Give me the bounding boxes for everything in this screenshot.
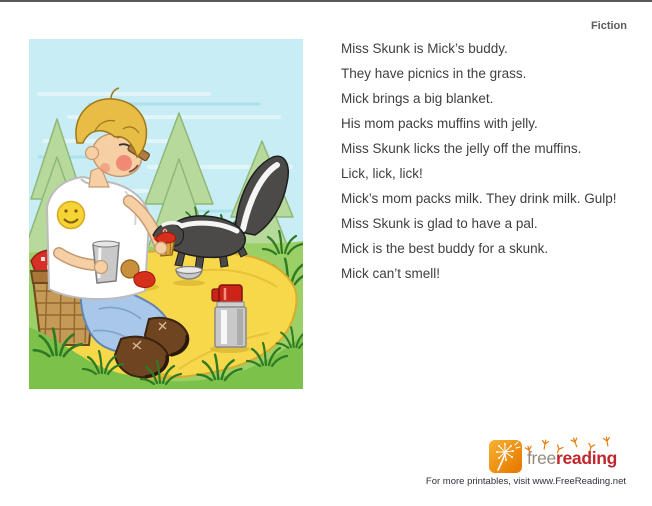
story-line: Mick is the best buddy for a skunk. bbox=[341, 241, 549, 256]
picnic-illustration bbox=[29, 39, 303, 389]
story-line: Mick’s mom packs milk. They drink milk. Gulp! bbox=[341, 191, 617, 206]
smiley-face bbox=[58, 202, 85, 229]
logo-text-free: free bbox=[527, 448, 556, 468]
story-line: Miss Skunk licks the jelly off the muffins. bbox=[341, 141, 582, 156]
category-label: Fiction bbox=[590, 20, 627, 32]
thermos bbox=[212, 285, 246, 347]
logo-text-reading: reading bbox=[555, 448, 618, 468]
top-border bbox=[0, 0, 652, 2]
story-text bbox=[341, 36, 641, 286]
story-line: Lick, lick, lick! bbox=[341, 166, 423, 181]
story-line: Miss Skunk is Mick’s buddy. bbox=[341, 41, 508, 56]
story-line: They have picnics in the grass. bbox=[341, 66, 527, 81]
metal-bowl bbox=[176, 267, 202, 280]
story-line: His mom packs muffins with jelly. bbox=[341, 116, 538, 131]
dandelion-icon bbox=[489, 440, 522, 473]
freereading-wordmark bbox=[527, 448, 617, 469]
jelly-muffin-held bbox=[155, 232, 176, 256]
story-line: Mick brings a big blanket. bbox=[341, 91, 494, 106]
story-line: Miss Skunk is glad to have a pal. bbox=[341, 216, 538, 231]
freereading-logo-icon bbox=[489, 440, 522, 473]
footer-tagline: For more printables, visit www.FreeReading.net bbox=[425, 476, 626, 487]
story-line: Mick can’t smell! bbox=[341, 266, 441, 281]
